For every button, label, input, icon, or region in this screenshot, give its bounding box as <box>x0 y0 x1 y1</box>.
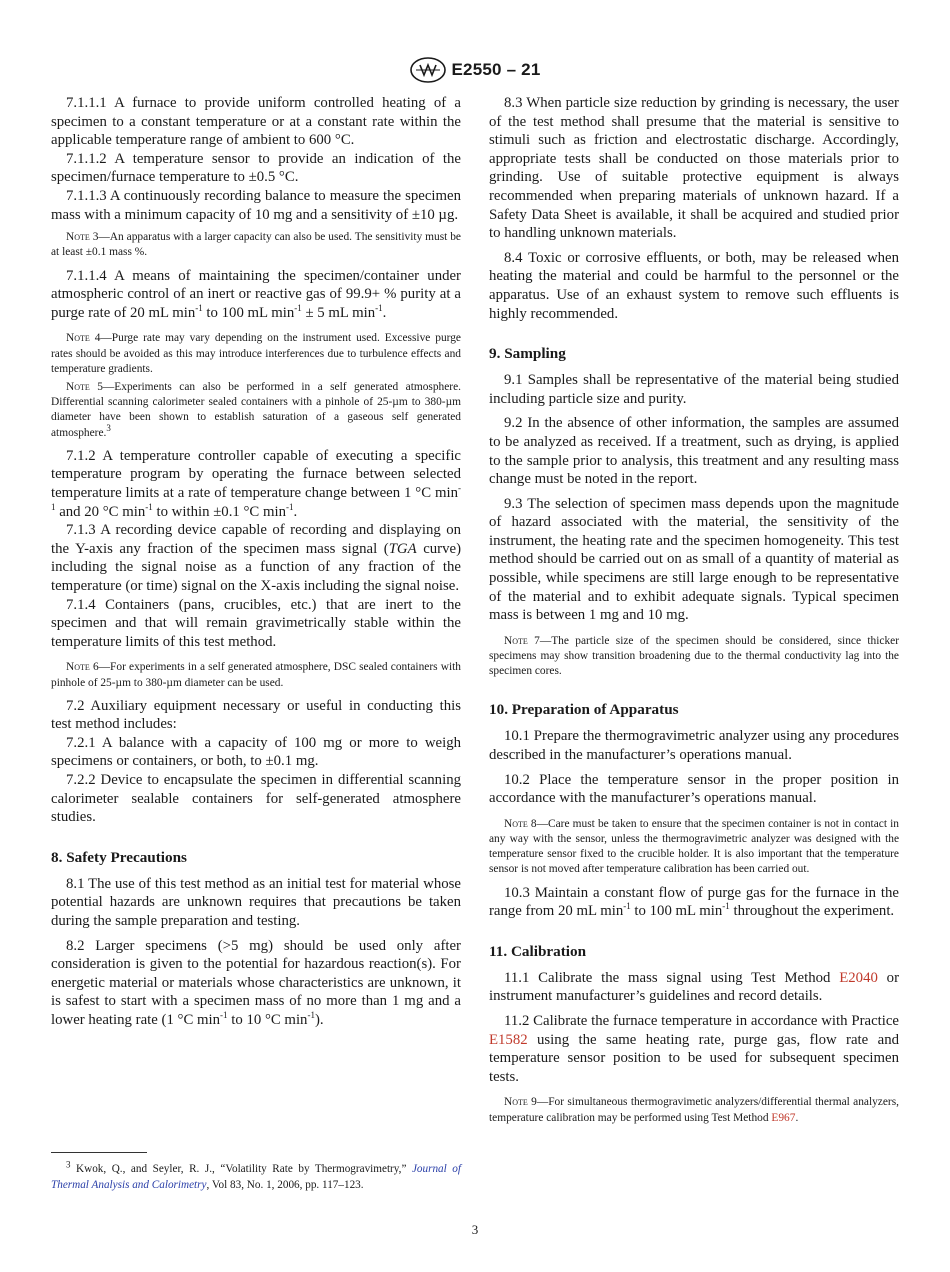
paragraph-7-1-4: 7.1.4 Containers (pans, crucibles, etc.) that are inert to the specimen and that will remain gravimetrically stable within the temperature limits of this test method. <box>51 596 461 650</box>
paragraph-10-2: 10.2 Place the temperature sensor in the proper position in accordance with the manufacturer’s operations manual. <box>489 771 899 807</box>
paragraph-9-2: 9.2 In the absence of other information, the samples are assumed to be analyzed as received. If a treatment, such as drying, is applied to the sample prior to analysis, this treatment and any resulting mass change must be noted in the report. <box>489 415 899 488</box>
journal-link[interactable]: Journal of Thermal Analysis and Calorimetry <box>51 1163 461 1191</box>
note-5: Note 5—Experiments can also be performed in a self generated atmosphere. Differential scanning calorimeter sealed containers with a pinhole of 25-µm to 380-µm diameter have been shown to establish saturation of a gaseous self generated atmosphere.$^3$ <box>51 380 461 439</box>
footnote-3: $^3$ Kwok, Q., and Seyler, R. J., “Volatility Rate by Thermogravimetry,” Journal of Thermal Analysis and Calorimetry, Vol 83, No. 1, 2006, pp. 117–123. <box>51 1159 461 1191</box>
section-heading-11: 11. Calibration <box>489 942 587 960</box>
page-header <box>0 57 950 88</box>
footnote-divider <box>51 1152 147 1153</box>
note-3: Note 3—An apparatus with a larger capacity can also be used. The sensitivity must be at least ±0.1 mass %. <box>51 231 461 259</box>
page-number: 3 <box>471 1222 479 1237</box>
paragraph-7-2-2: 7.2.2 Device to encapsulate the specimen in differential scanning calorimeter sealable containers for self-generated atmosphere studies. <box>51 772 461 826</box>
paragraph-8-3: 8.3 When particle size reduction by grinding is necessary, the user of the test method shall presume that the material is sensitive to stimuli such as friction and electrostatic discharge. Accordingly, appropriate tests shall be conducted on those materials prior to grinding. Use of suitable protective equipment is always recommended when preparing materials of unknown hazard. If a Safety Data Sheet is available, it shall be acquired and studied prior to handling unknown materials. <box>489 95 899 242</box>
section-heading-8: 8. Safety Precautions <box>51 848 187 866</box>
paragraph-9-3: 9.3 The selection of specimen mass depends upon the magnitude of hazard associated with the material, the sensitivity of the instrument, the heating rate and the specimen homogeneity. This test method should be carried out on as small of a quantity of material as possible, while specimens are still large enough to be representative of the material and to exhibit adequate signals. Typical specimen mass is between 1 mg and 10 mg. <box>489 495 899 624</box>
link-e967[interactable]: E967 <box>771 1111 796 1124</box>
paragraph-11-1: 11.1 Calibrate the mass signal using Test Method E2040 or instrument manufacturer’s guidelines and record details. <box>489 969 899 1005</box>
paragraph-8-4: 8.4 Toxic or corrosive effluents, or both, may be released when heating the material and could be harmful to the personnel or the apparatus. Use of an exhaust system to remove such effluents is highly recommended. <box>489 249 899 322</box>
paragraph-8-1: 8.1 The use of this test method as an initial test for material whose potential hazards are unknown requires that precautions be taken during the sample preparation and testing. <box>51 875 461 930</box>
paragraph-7-1-1-4: 7.1.1.4 A means of maintaining the specimen/container under atmospheric control of an inert or reactive gas of 99.9+ % purity at a purge rate of 20 mL $\min^{-1}$ to 100 mL $\min^{-1} \pm 5$ mL $\min^{-1}$. <box>51 267 461 321</box>
link-e1582[interactable]: E1582 <box>489 1031 528 1048</box>
note-7: Note 7—The particle size of the specimen should be considered, since thicker specimens may show transition broadening due to the thermal conductivity lag into the specimen cores. <box>489 634 899 678</box>
note-4: Note 4—Purge rate may vary depending on the instrument used. Excessive purge rates should be avoided as this may introduce interferences due to turbulence effects and temperature gradients. <box>51 332 461 375</box>
paragraph-7-1-2: 7.1.2 A temperature controller capable of executing a specific temperature program by operating the furnace between selected temperature limits at a rate of temperature change between 1 °C $\min^{-1}$ and 20 °C $\min^{-1}$ to within ±0.1 °C $\min^{-1}$. <box>51 447 461 520</box>
paragraph-7-1-3: 7.1.3 A recording device capable of recording and displaying on the Y-axis any fraction of the specimen mass signal (TGA curve) including the signal noise as a function of any fraction of the temperature (or time) signal on the X-axis including the signal noise. <box>51 522 461 594</box>
paragraph-7-1-1-3: 7.1.1.3 A continuously recording balance to measure the specimen mass with a minimum capacity of 10 mg and a sensitivity of ±10 µg. <box>51 187 461 223</box>
footnote-ref-3[interactable]: 3 <box>106 422 111 433</box>
note-6: Note 6—For experiments in a self generated atmosphere, DSC sealed containers with pinhole of 25-µm to 380-µm diameter can be used. <box>51 661 461 689</box>
paragraph-10-3: 10.3 Maintain a constant flow of purge gas for the furnace in the range from 20 mL $\min^{-1}$ to 100 mL $\min^{-1}$ throughout the experiment. <box>489 884 899 920</box>
link-e2040[interactable]: E2040 <box>839 969 878 986</box>
section-heading-9: 9. Sampling <box>489 345 566 363</box>
left-column <box>51 94 461 1030</box>
paragraph-11-2: 11.2 Calibrate the furnace temperature in accordance with Practice E1582 using the same heating rate, purge gas, flow rate and temperature sensor position to be used for subsequent specimen tests. <box>489 1013 899 1085</box>
document-designation: E2550 – 21 <box>451 60 541 79</box>
section-heading-10: 10. Preparation of Apparatus <box>489 701 679 719</box>
note-9: Note 9—For simultaneous thermogravimetic analyzers/differential thermal analyzers, temperature calibration may be performed using Test Method E967. <box>489 1096 899 1124</box>
paragraph-8-2: 8.2 Larger specimens (>5 mg) should be used only after consideration is given to the potential for hazardous reaction(s). For energetic material or materials whose characteristics are unknown, it is safest to start with a specimen mass of no more than 1 mg and a lower heating rate (1 °C $\min^{-1}$ to 10 °C $\min^{-1}$). <box>51 937 461 1029</box>
paragraph-7-2-1: 7.2.1 A balance with a capacity of 100 mg or more to weigh specimens or containers, or both, to ±0.1 mg. <box>51 734 461 770</box>
note-8: Note 8—Care must be taken to ensure that the specimen container is not in contact in any way with the sensor, unless the thermogravimetric analyzer was designed with the temperature sensor fixed to the crucible holder. It is also important that the temperature sensor is not moved after temperature calibration has been carried out. <box>489 817 899 876</box>
paragraph-10-1: 10.1 Prepare the thermogravimetric analyzer using any procedures described in the manufacturer’s operations manual. <box>489 728 899 764</box>
astm-logo-icon <box>410 57 446 83</box>
paragraph-9-1: 9.1 Samples shall be representative of the material being studied including particle size and purity. <box>489 372 899 407</box>
paragraph-7-2: 7.2 Auxiliary equipment necessary or useful in conducting this test method includes: <box>51 697 461 733</box>
right-column <box>489 94 899 1126</box>
paragraph-7-1-1-1: 7.1.1.1 A furnace to provide uniform controlled heating of a specimen to a constant temperature or at a constant rate within the applicable temperature range of ambient to 600 °C. <box>51 95 461 149</box>
paragraph-7-1-1-2: 7.1.1.2 A temperature sensor to provide an indication of the specimen/furnace temperature to ±0.5 °C. <box>51 150 461 186</box>
